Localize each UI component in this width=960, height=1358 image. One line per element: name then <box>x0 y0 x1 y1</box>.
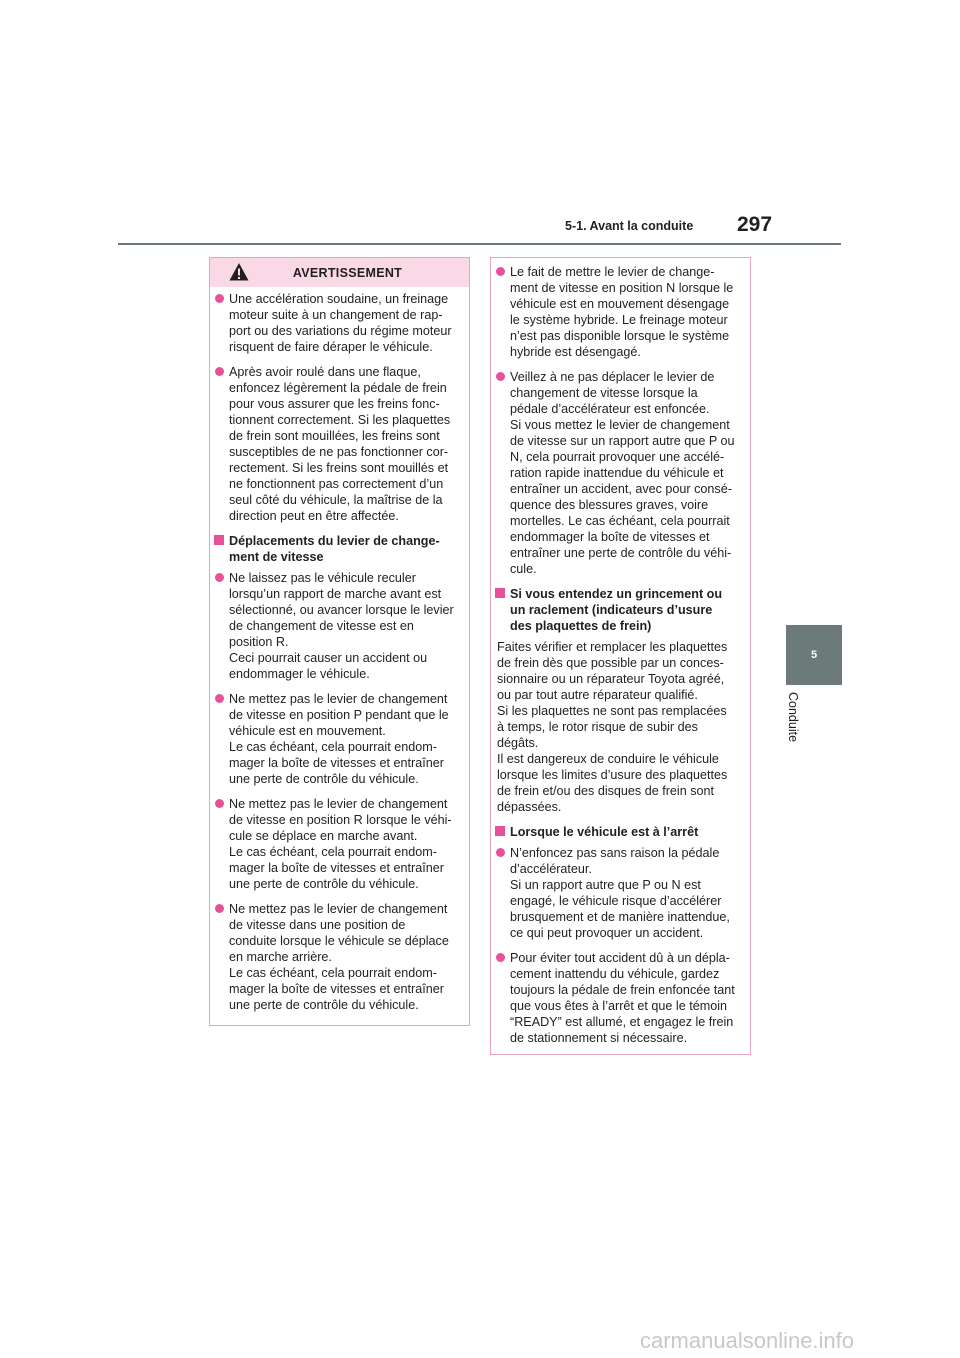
subsection-heading: Si vous entendez un grincement ou un raclement (indicateurs d’usure des plaquettes de frein) <box>495 586 743 634</box>
bullet-item: Après avoir roulé dans une flaque, enfoncez légèrement la pédale de frein pour vous assurer que les freins fonc- tionnent correctement. Si les plaquettes de frein sont mouillées, les freins sont susceptibles de ne pas fonctionner cor- rectement. Si les freins sont mouillés et ne fonctionnent pas correctement d’un seul côté du véhicule, la maîtrise de la direction peut en être affectée. <box>214 364 462 524</box>
bullet-item: Ne mettez pas le levier de changement de vitesse dans une position de conduite lorsque le véhicule se déplace en marche arrière. Le cas échéant, cela pourrait endom- mager la boîte de vitesses et entraîner une perte de contrôle du véhicule. <box>214 901 462 1013</box>
warning-triangle-icon <box>229 262 249 282</box>
chapter-tab[interactable] <box>786 625 842 685</box>
bullet-item: Ne laissez pas le véhicule reculer lorsqu’un rapport de marche avant est sélectionné, ou avancer lorsque le levier de changement de vitesse est en position R. Ceci pourrait causer un accident ou endommager le véhicule. <box>214 570 462 682</box>
bullet-item: Ne mettez pas le levier de changement de vitesse en position P pendant que le véhicule est en mouvement. Le cas échéant, cela pourrait endom- mager la boîte de vitesses et entraîner une perte de contrôle du véhicule. <box>214 691 462 787</box>
chapter-number: 5 <box>810 649 818 661</box>
warning-content-left <box>210 287 469 1013</box>
warning-box-right <box>490 257 751 1055</box>
warning-content-right <box>491 258 750 1046</box>
header-divider <box>118 243 841 245</box>
paragraph: Faites vérifier et remplacer les plaquettes de frein dès que possible par un conces- sionnaire ou un réparateur Toyota agréé, ou par tout autre réparateur qualifié. Si les plaquettes ne sont pas remplacées à temps, le rotor risque de subir des dégâts. Il est dangereux de conduire le véhicule lorsque les limites d’usure des plaquettes de frein et/ou des disques de frein sont dépassées. <box>497 640 728 814</box>
bullet-item: Veillez à ne pas déplacer le levier de changement de vitesse lorsque la pédale d’accélérateur est enfoncée. Si vous mettez le levier de changement de vitesse sur un rapport autre que P ou N, cela pourrait provoquer une accélé- ration rapide inattendue du véhicule et entraîner un accident, avec pour consé- quence des blessures graves, voire mortelles. Le cas échéant, cela pourrait endommager la boîte de vitesses et entraîner une perte de contrôle du véhi- cule. <box>495 369 743 577</box>
subsection-heading: Lorsque le véhicule est à l’arrêt <box>495 824 743 840</box>
bullet-item: Ne mettez pas le levier de changement de vitesse en position R lorsque le véhi- cule se déplace en marche avant. Le cas échéant, cela pourrait endom- mager la boîte de vitesses et entraîner une perte de contrôle du véhicule. <box>214 796 462 892</box>
warning-header <box>210 258 469 287</box>
bullet-item: Une accélération soudaine, un freinage moteur suite à un changement de rap- port ou des variations du régime moteur risquent de faire déraper le véhicule. <box>214 291 462 355</box>
bullet-item: Pour éviter tout accident dû à un dépla- cement inattendu du véhicule, gardez toujours la pédale de frein enfoncée tant que vous êtes à l’arrêt et que le témoin “READY” est allumé, et engagez le frein de stationnement si nécessaire. <box>495 950 743 1046</box>
bullet-item: N’enfoncez pas sans raison la pédale d’accélérateur. Si un rapport autre que P ou N est engagé, le véhicule risque d’accélérer brusquement et de manière inattendue, ce qui peut provoquer un accident. <box>495 845 743 941</box>
section-title: 5-1. Avant la conduite <box>565 219 694 233</box>
warning-title: AVERTISSEMENT <box>292 265 403 280</box>
watermark: carmanualsonline.info <box>640 1328 855 1353</box>
chapter-label <box>784 692 804 752</box>
subsection-heading: Déplacements du levier de change- ment de vitesse <box>214 533 462 565</box>
bullet-item: Le fait de mettre le levier de change- ment de vitesse en position N lorsque le véhicule est en mouvement désengage le système hybride. Le freinage moteur n’est pas disponible lorsque le système hybride est désengagé. <box>495 264 743 360</box>
warning-box-left <box>209 257 470 1026</box>
chapter-label-text: Conduite <box>786 692 800 743</box>
page-number: 297 <box>737 213 773 236</box>
